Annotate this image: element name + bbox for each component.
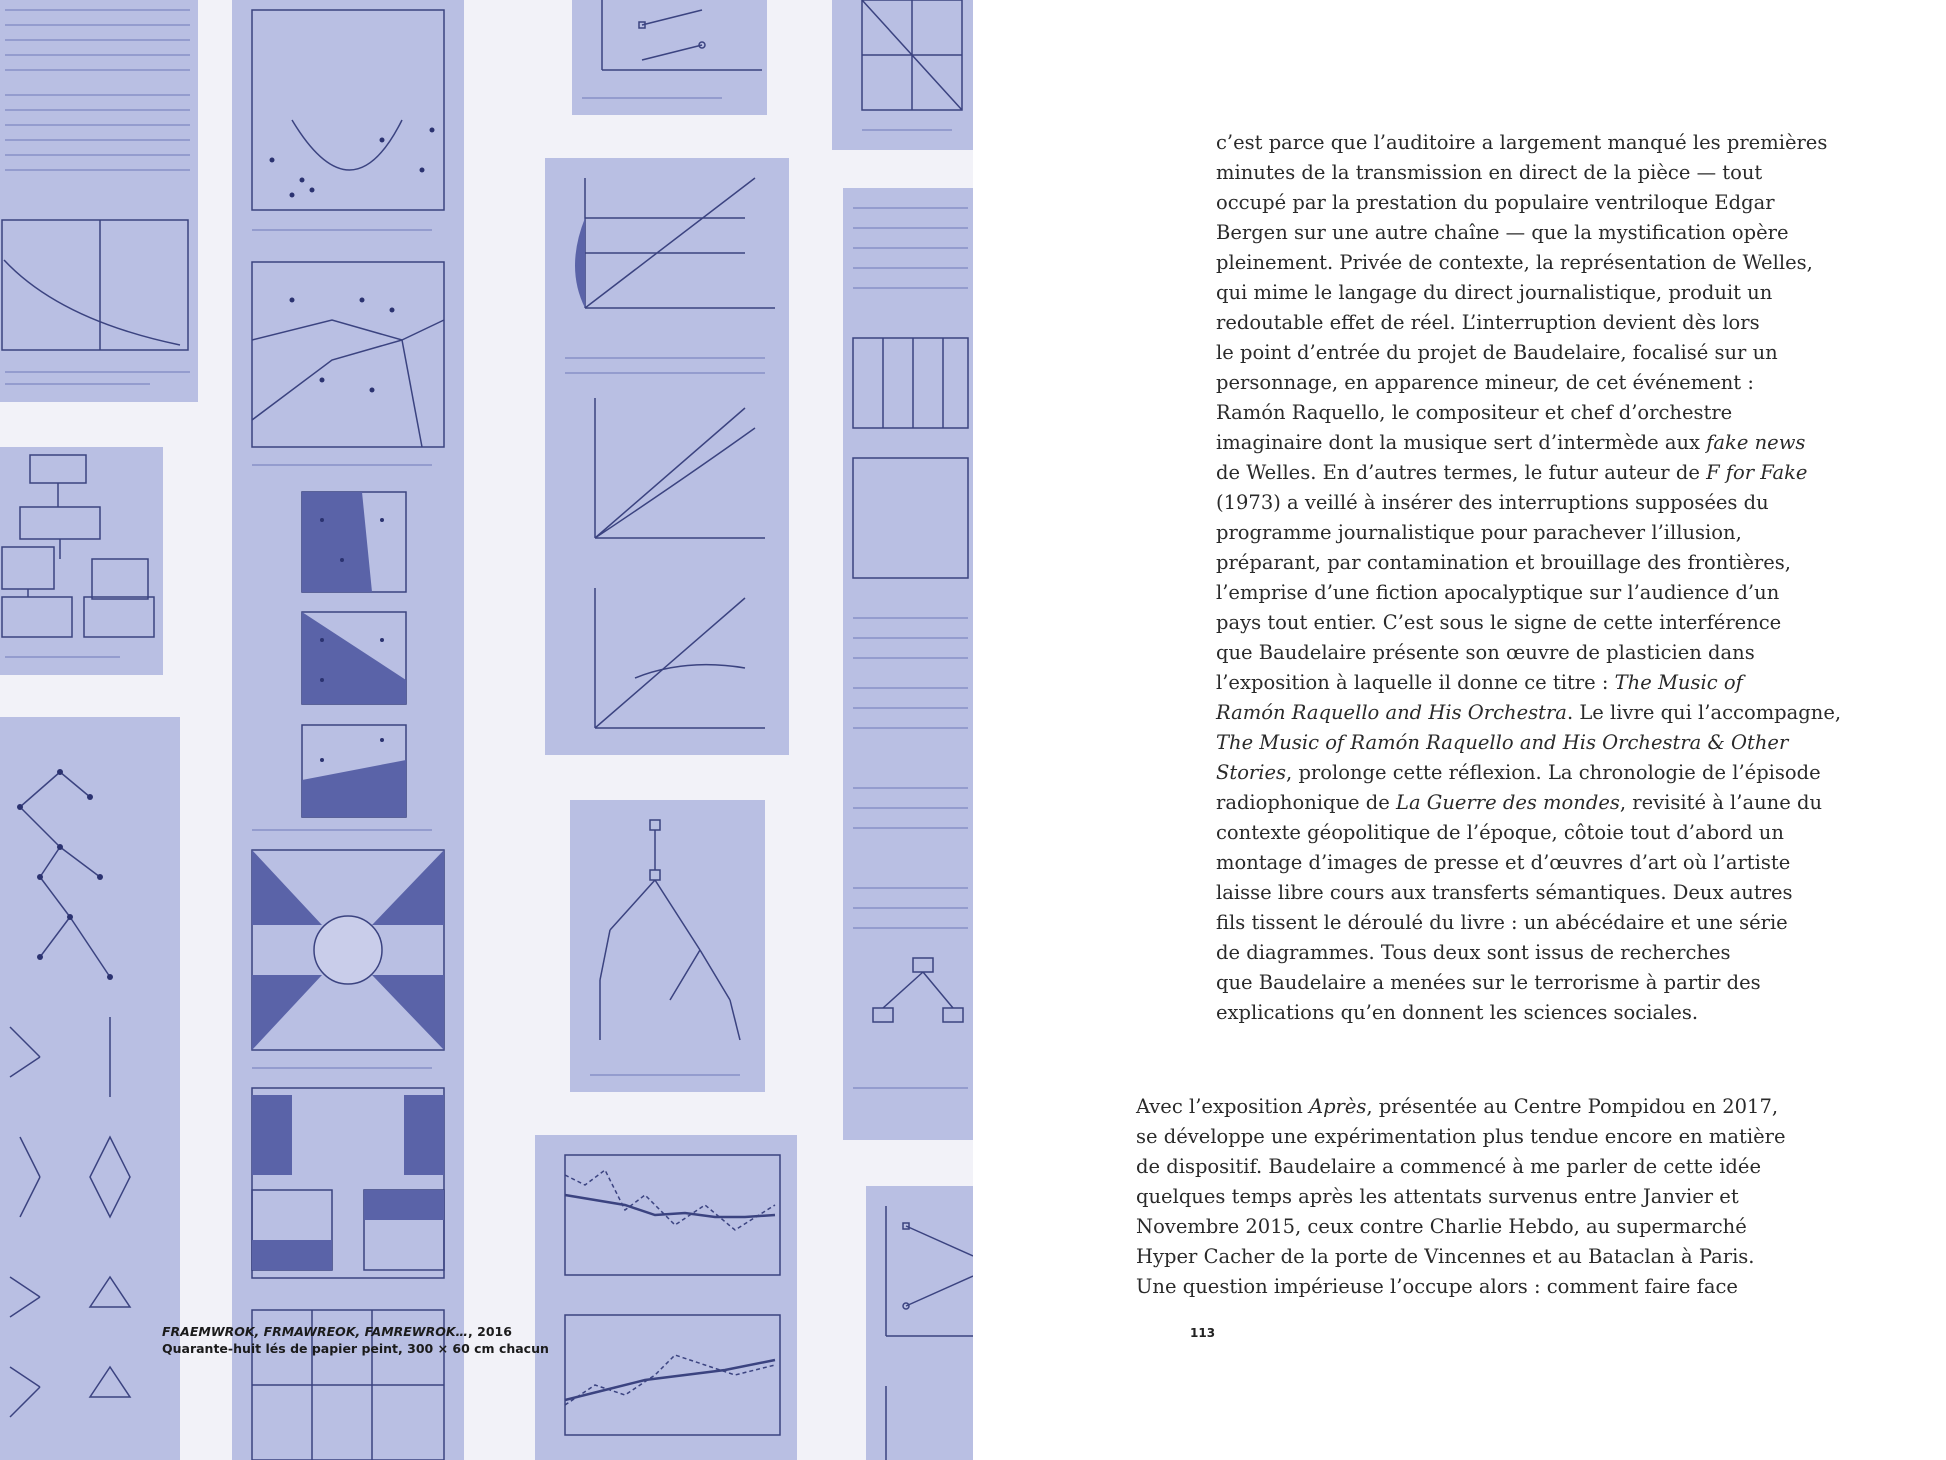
- text-line: Stories, prolonge cette réflexion. La chronologie de l’épisode: [1216, 761, 1821, 784]
- text-line: imaginaire dont la musique sert d’intermède aux fake news: [1216, 431, 1806, 454]
- text-line: occupé par la prestation du populaire ventriloque Edgar: [1216, 191, 1775, 214]
- text-line: fils tissent le déroulé du livre : un abécédaire et une série: [1216, 911, 1788, 934]
- figure-caption: [162, 1323, 549, 1357]
- wallpaper-sheet: [570, 800, 765, 1092]
- text-line: l’exposition à laquelle il donne ce titre : The Music of: [1216, 671, 1743, 694]
- text-line: personnage, en apparence mineur, de cet événement :: [1216, 371, 1754, 394]
- wallpaper-sheet: [0, 717, 180, 1460]
- paragraph-1: [1216, 128, 1841, 1028]
- text-line: Hyper Cacher de la porte de Vincennes et au Bataclan à Paris.: [1136, 1245, 1755, 1268]
- wallpaper-sheet: [866, 1186, 973, 1460]
- paragraph-2: [1136, 1092, 1786, 1302]
- wallpaper-sheet: [545, 158, 789, 755]
- wallpaper-sheet: [535, 1135, 797, 1460]
- text-line: que Baudelaire présente son œuvre de plasticien dans: [1216, 641, 1755, 664]
- text-line: de Welles. En d’autres termes, le futur auteur de F for Fake: [1216, 461, 1808, 484]
- text-line: qui mime le langage du direct journalistique, produit un: [1216, 281, 1773, 304]
- text-line: explications qu’en donnent les sciences sociales.: [1216, 1001, 1699, 1024]
- text-line: l’emprise d’une fiction apocalyptique sur l’audience d’un: [1216, 581, 1780, 604]
- wallpaper-sheet: [843, 188, 973, 1140]
- wallpaper-sheet: [0, 447, 163, 675]
- wallpaper-sheet: [0, 0, 198, 402]
- text-line: c’est parce que l’auditoire a largement manqué les premières: [1216, 131, 1828, 154]
- text-line: montage d’images de presse et d’œuvres d’art où l’artiste: [1216, 851, 1791, 874]
- text-line: programme journalistique pour parachever l’illusion,: [1216, 521, 1742, 544]
- wallpaper-sheet: [232, 0, 464, 1460]
- text-line: de dispositif. Baudelaire a commencé à me parler de cette idée: [1136, 1155, 1761, 1178]
- text-line: Ramón Raquello and His Orchestra. Le livre qui l’accompagne,: [1216, 701, 1842, 724]
- text-line: (1973) a veillé à insérer des interruptions supposées du: [1216, 491, 1769, 514]
- text-line: redoutable effet de réel. L’interruption devient dès lors: [1216, 311, 1760, 334]
- caption-year: , 2016: [468, 1324, 512, 1339]
- text-line: préparant, par contamination et brouillage des frontières,: [1216, 551, 1791, 574]
- text-line: radiophonique de La Guerre des mondes, revisité à l’aune du: [1216, 791, 1823, 814]
- text-line: minutes de la transmission en direct de la pièce — tout: [1216, 161, 1763, 184]
- text-line: Ramón Raquello, le compositeur et chef d’orchestre: [1216, 401, 1733, 424]
- text-line: le point d’entrée du projet de Baudelaire, focalisé sur un: [1216, 341, 1778, 364]
- text-line: se développe une expérimentation plus tendue encore en matière: [1136, 1125, 1786, 1148]
- text-line: Une question impérieuse l’occupe alors : comment faire face: [1136, 1275, 1738, 1298]
- text-line: pleinement. Privée de contexte, la représentation de Welles,: [1216, 251, 1813, 274]
- text-line: que Baudelaire a menées sur le terrorisme à partir des: [1216, 971, 1761, 994]
- text-line: de diagrammes. Tous deux sont issus de recherches: [1216, 941, 1731, 964]
- text-line: laisse libre cours aux transferts sémantiques. Deux autres: [1216, 881, 1793, 904]
- page-number: 113: [1190, 1326, 1216, 1340]
- text-line: quelques temps après les attentats survenus entre Janvier et: [1136, 1185, 1739, 1208]
- text-line: Novembre 2015, ceux contre Charlie Hebdo, au supermarché: [1136, 1215, 1747, 1238]
- wallpaper-sheet: [832, 0, 973, 150]
- text-line: Avec l’exposition Après, présentée au Centre Pompidou en 2017,: [1136, 1095, 1779, 1118]
- wallpaper-sheet: [572, 0, 767, 115]
- text-line: contexte géopolitique de l’époque, côtoie tout d’abord un: [1216, 821, 1784, 844]
- text-line: Bergen sur une autre chaîne — que la mystification opère: [1216, 221, 1789, 244]
- text-line: pays tout entier. C’est sous le signe de cette interférence: [1216, 611, 1782, 634]
- caption-title: FRAEMWROK, FRMAWREOK, FAMREWROK…: [162, 1324, 469, 1339]
- text-line: The Music of Ramón Raquello and His Orchestra & Other: [1216, 731, 1789, 754]
- caption-description: Quarante-huit lés de papier peint, 300 × 60 cm chacun: [162, 1341, 549, 1356]
